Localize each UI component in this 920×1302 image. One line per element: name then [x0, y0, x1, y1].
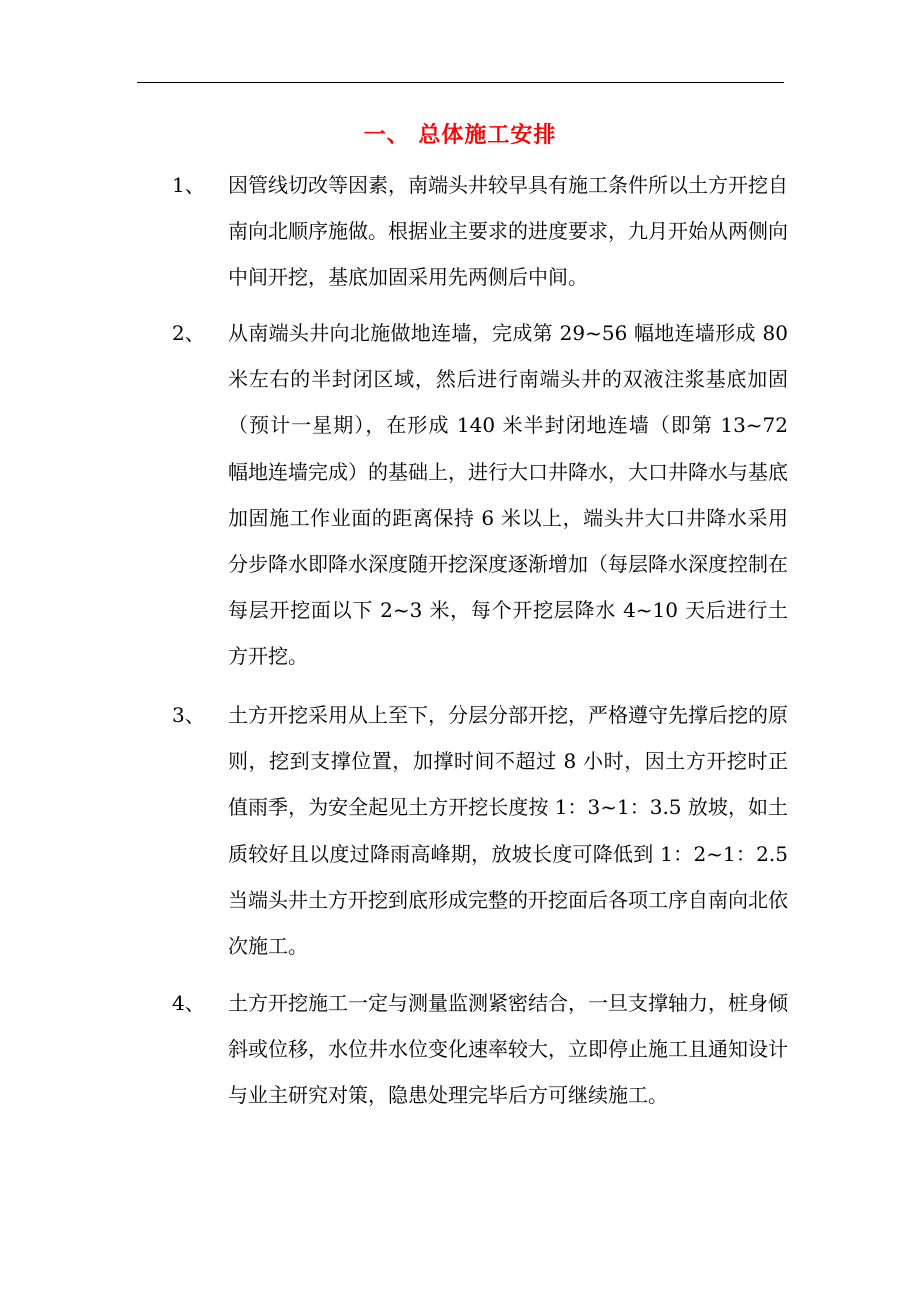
list-item-number: 2、: [172, 321, 205, 345]
list-item-text: 土方开挖施工一定与测量监测紧密结合，一旦支撑轴力，桩身倾斜或位移，水位井水位变化速率较大，立即停止施工且通知设计与业主研究对策，隐患处理完毕后方可继续施工。: [228, 991, 788, 1108]
list-item-text: 因管线切改等因素，南端头井较早具有施工条件所以土方开挖自南向北顺序施做。根据业主要求的进度要求，九月开始从两侧向中间开挖，基底加固采用先两侧后中间。: [228, 173, 788, 290]
section-title: 一、 总体施工安排: [363, 122, 557, 148]
list-item-number: 1、: [172, 173, 205, 197]
list-item-number: 3、: [172, 703, 205, 727]
header-rule: [137, 82, 784, 83]
list-item-text: 从南端头井向北施做地连墙，完成第 29~56 幅地连墙形成 80 米左右的半封闭区域，然后进行南端头井的双液注浆基底加固（预计一星期），在形成 140 米半封闭地连墙（即第 13~72 幅地连墙完成）的基础上，进行大口井降水，大口井降水与基底加固施工作业面的距离保持 6 米以上，端头井大口井降水采用分步降水即降水深度随开挖深度逐渐增加（每层降水深度控制在每层开挖面以下 2~3 米，每个开挖层降水 4~10 天后进行土方开挖。: [228, 321, 788, 669]
list-item-number: 4、: [172, 991, 205, 1015]
list-item-text: 土方开挖采用从上至下，分层分部开挖，严格遵守先撑后挖的原则，挖到支撑位置，加撑时间不超过 8 小时，因土方开挖时正值雨季，为安全起见土方开挖长度按 1：3~1：3.5 放坡，如土质较好且以度过降雨高峰期，放坡长度可降低到 1：2~1：2.5 当端头井土方开挖到底形成完整的开挖面后各项工序自南向北依次施工。: [228, 703, 788, 959]
